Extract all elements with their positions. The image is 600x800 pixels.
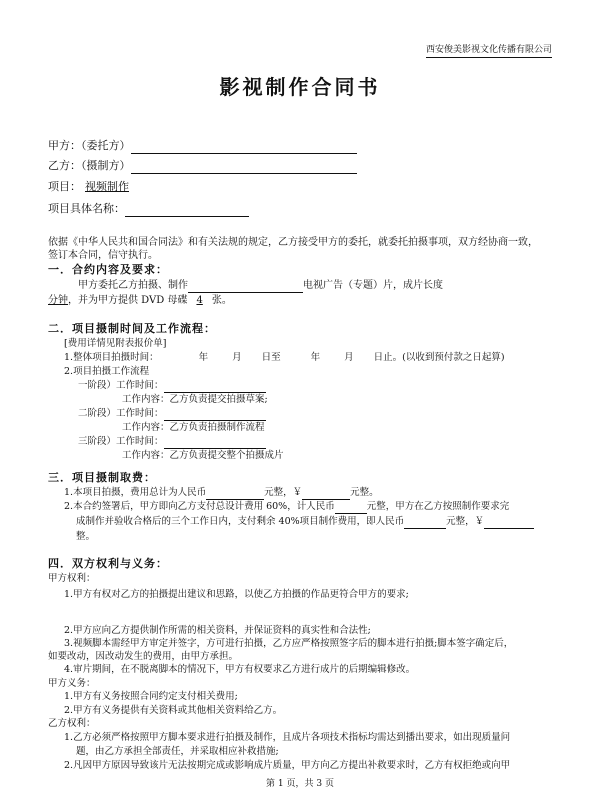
party-a-right-3-line-2: 如要改动，因改动发生的费用，由甲方承担。 xyxy=(48,651,239,662)
party-a-right-1: 1.甲方有权对乙方的拍摄提出建议和思路，以使乙方拍摄的作品更符合甲方的要求; xyxy=(64,589,409,600)
project-detail-label: 项目具体名称： xyxy=(48,202,125,215)
party-b-right-2: 2.凡因甲方原因导致该片无法按期完成或影响成片质量，甲方向乙方提出补救要求时，乙方有权拒绝或向甲 xyxy=(64,760,511,771)
party-a-right-4: 4.审片期间，在不脱离脚本的情况下，甲方有权要求乙方进行成片的后期编辑修改。 xyxy=(64,664,416,675)
intro-line-1: 依据《中华人民共和国合同法》和有关法规的规定，乙方接受甲方的委托，就委托拍摄事项，双方经协商一致， xyxy=(48,237,538,248)
s2-1-month2: 月 xyxy=(344,352,354,363)
party-a-duty-2: 2.甲方有义务提供有关资料或其他相关资料给乙方。 xyxy=(64,705,283,716)
stage-1-row xyxy=(78,380,266,393)
stage-2-time-field[interactable] xyxy=(164,408,266,421)
s3-1-text-b: 元整，￥ xyxy=(264,487,303,499)
s1-line1-text-a: 甲方委托乙方拍摄、制作 xyxy=(78,280,188,291)
party-b-right-1-line-2: 题，由乙方承担全部责任，并采取相应补救措施; xyxy=(76,746,279,757)
section-3-item-2-line-1 xyxy=(64,501,509,514)
s1-line1-text-b: 电视广告（专题）片，成片长度 xyxy=(303,280,443,291)
party-a-field[interactable] xyxy=(131,141,357,154)
document-title: 影视制作合同书 xyxy=(219,75,381,99)
stage-1-content: 工作内容：乙方负责提交拍摄草案; xyxy=(122,394,268,405)
stage-3-label: 三阶段）工作时间： xyxy=(78,436,164,448)
section-3-title: 三．项目摄制取费： xyxy=(48,471,156,484)
page-footer: 第 1 页，共 3 页 xyxy=(266,779,334,789)
section-1-line-1 xyxy=(78,279,443,293)
s3-2-text-d: 元整，￥ xyxy=(446,516,485,528)
party-a-duty-1: 1.甲方有义务按照合同约定支付相关费用; xyxy=(64,691,238,702)
s2-1-month1: 月 xyxy=(232,352,242,363)
s1-content-field[interactable] xyxy=(188,280,303,293)
s2-1-year1: 年 xyxy=(198,352,209,363)
s2-1-end: 日止。(以收到预付款之日起算) xyxy=(373,352,505,363)
s1-minutes: 分钟 xyxy=(48,295,68,306)
s3-2-remaining-field[interactable] xyxy=(404,516,446,529)
stage-1-label: 一阶段）工作时间： xyxy=(78,380,164,392)
s2-1-year2: 年 xyxy=(310,352,321,363)
s3-2-advance-field[interactable] xyxy=(335,501,367,514)
s3-1-text-c: 元整。 xyxy=(350,487,379,499)
s2-1-day-to: 日至 xyxy=(261,352,281,363)
stage-3-time-field[interactable] xyxy=(164,436,266,449)
project-label: 项目： xyxy=(48,180,81,193)
section-2-item-2: 2.项目拍摄工作流程 xyxy=(64,366,150,377)
party-a-duties-heading: 甲方义务： xyxy=(48,678,96,689)
s3-1-yen-field[interactable] xyxy=(302,487,350,500)
intro-line-2: 签订本合同，信守执行。 xyxy=(48,250,158,261)
s3-2-text-b: 元整，甲方在乙方按照制作要求完 xyxy=(366,501,510,513)
party-a-row xyxy=(48,139,357,154)
s3-1-text-a: 1.本项目拍摄，费用总计为人民币 xyxy=(64,487,207,499)
section-2-note: [费用详情见附表报价单] xyxy=(64,338,167,349)
party-a-right-3-line-1: 3.视频脚本需经甲方审定并签字，方可进行拍摄，乙方应严格按照签字后的脚本进行拍摄;脚本签字确定后， xyxy=(64,638,514,649)
party-b-row xyxy=(48,159,357,174)
section-2-title: 二．项目摄制时间及工作流程： xyxy=(48,322,216,335)
s3-2-remaining-yen-field[interactable] xyxy=(484,516,534,529)
party-b-label: 乙方：（摄制方） xyxy=(48,159,131,172)
section-2-item-1 xyxy=(64,352,505,365)
section-4-title: 四．双方权利与义务： xyxy=(48,557,168,570)
party-a-rights-heading: 甲方权利： xyxy=(48,573,96,584)
stage-2-row xyxy=(78,408,266,421)
project-detail-field[interactable] xyxy=(125,204,249,217)
stage-1-time-field[interactable] xyxy=(164,380,266,393)
party-a-right-2: 2.甲方应向乙方提供制作所需的相关资料，并保证资料的真实性和合法性; xyxy=(64,625,371,636)
s3-2-text-c: 成制作并验收合格后的三个工作日内，支付剩余 40%项目制作费用，即人民币 xyxy=(76,516,405,528)
section-3-item-2-line-3: 整。 xyxy=(76,531,96,542)
project-row xyxy=(48,180,135,195)
s3-1-amount-field[interactable] xyxy=(206,487,264,500)
section-3-item-2-line-2 xyxy=(76,516,534,529)
section-1-title: 一．合约内容及要求： xyxy=(48,263,168,276)
company-underline xyxy=(426,57,552,58)
s1-line2-text-b: ，并为甲方提供 DVD 母碟 xyxy=(68,295,188,306)
section-1-line-2 xyxy=(48,294,232,308)
project-detail-row xyxy=(48,202,249,217)
s2-1-label: 1.整体项目拍摄时间： xyxy=(64,352,159,363)
stage-2-label: 二阶段）工作时间： xyxy=(78,408,164,420)
s1-line2-text-d: 张。 xyxy=(211,295,232,306)
stage-3-content: 工作内容：乙方负责提交整个拍摄成片 xyxy=(122,450,284,461)
party-b-field[interactable] xyxy=(131,161,357,174)
section-3-item-1 xyxy=(64,487,379,500)
company-name xyxy=(426,44,552,58)
company-text: 西安俊美影视文化传播有限公司 xyxy=(425,45,552,55)
party-a-label: 甲方：（委托方） xyxy=(48,139,131,152)
party-b-right-1-line-1: 1.乙方必须严格按照甲方脚本要求进行拍摄及制作，且成片各项技术指标均需达到播出要求，如出现质量问 xyxy=(64,732,511,743)
party-b-rights-heading: 乙方权利： xyxy=(48,718,96,729)
s1-dvd-count: 4 xyxy=(196,295,203,306)
project-value: 视频制作 xyxy=(85,180,129,193)
s3-2-text-a: 2.本合约签署后，甲方即向乙方支付总设计费用 60%，计人民币 xyxy=(64,501,335,513)
stage-2-content: 工作内容：乙方负责拍摄制作流程 xyxy=(122,422,265,433)
stage-3-row xyxy=(78,436,266,449)
